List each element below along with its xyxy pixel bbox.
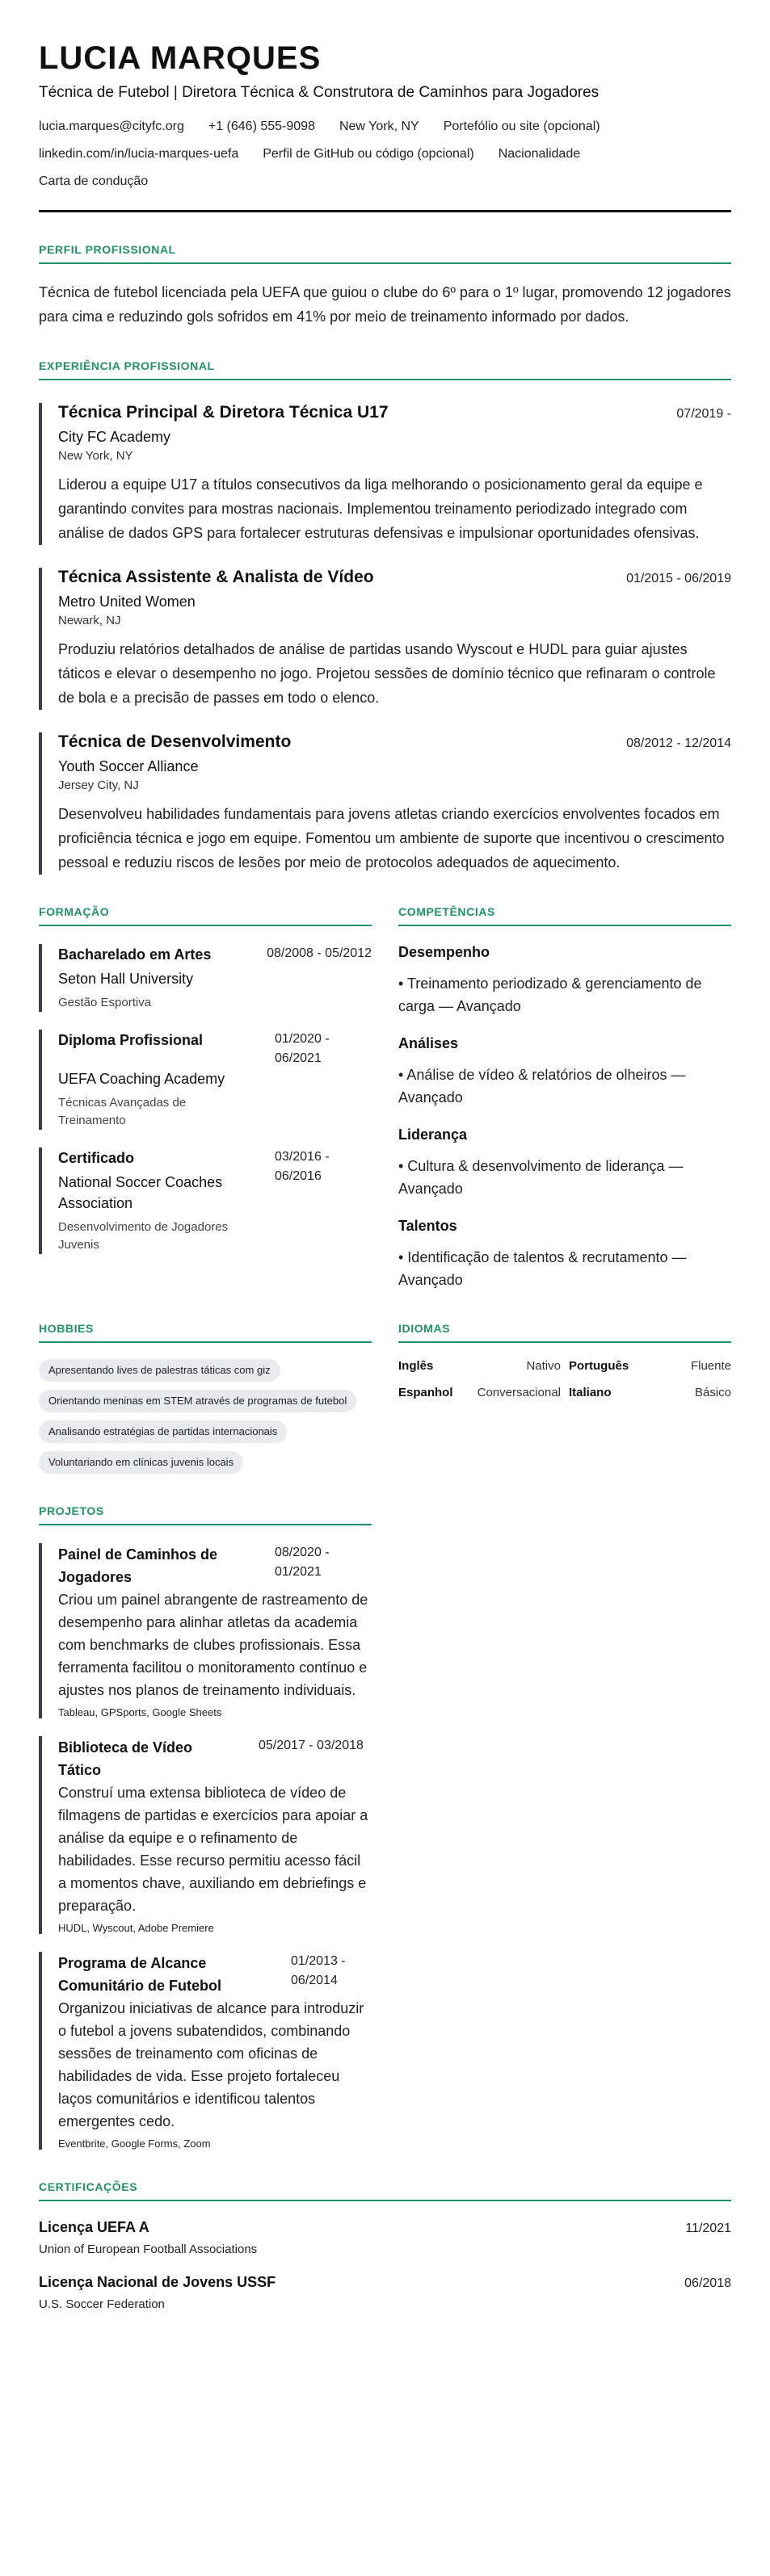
contact-linkedin[interactable]: linkedin.com/in/lucia-marques-uefa <box>39 147 239 161</box>
skill-detail: • Identificação de talentos & recrutamento — Avançado <box>398 1249 687 1288</box>
skill-category: Liderança <box>398 1126 468 1143</box>
education-item <box>39 1030 372 1130</box>
language-name: Italiano <box>569 1386 612 1399</box>
job-date: 08/2012 - 12/2014 <box>626 736 731 750</box>
candidate-name: LUCIA MARQUES <box>39 40 322 76</box>
job-employer: Metro United Women <box>58 594 196 610</box>
project-item <box>39 1543 372 1718</box>
hobbies-section <box>39 1322 372 1474</box>
degree-name: Bacharelado em Artes <box>58 946 212 963</box>
skill-group <box>398 1126 731 1200</box>
project-name: Programa de Alcance Comunitário de Futebol <box>58 1955 221 1994</box>
contact-list <box>39 120 731 189</box>
education-item <box>39 1147 372 1254</box>
project-date: 01/2013 - 06/2014 <box>291 1954 346 1987</box>
study-field: Técnicas Avançadas de Treinamento <box>58 1096 187 1127</box>
hobbies-languages-row <box>39 1322 731 1474</box>
contact-phone[interactable]: +1 (646) 555-9098 <box>208 120 315 133</box>
job-employer: Youth Soccer Alliance <box>58 758 199 774</box>
summary-text: Técnica de futebol licenciada pela UEFA que guiou o clube do 6º para o 1º lugar, promovendo 12 jogadores para cima e reduzindo gols sofridos em 41% por meio de treinamento informado por dados. <box>39 284 731 325</box>
certification-name: Licença UEFA A <box>39 2219 149 2235</box>
job-title: Técnica de Desenvolvimento <box>58 732 292 751</box>
language-name: Inglês <box>398 1359 434 1373</box>
contact-location: New York, NY <box>339 120 419 133</box>
education-item <box>39 944 372 1012</box>
study-field: Desenvolvimento de Jogadores Juvenis <box>58 1220 229 1252</box>
skill-detail: • Treinamento periodizado & gerenciamento de carga — Avançado <box>398 975 702 1014</box>
skill-group <box>398 1035 731 1109</box>
language-list <box>398 1359 731 1399</box>
experience-item <box>39 732 731 875</box>
skills-section <box>398 905 731 1291</box>
skill-detail: • Análise de vídeo & relatórios de olheiros — Avançado <box>398 1067 686 1105</box>
contact-github[interactable]: Perfil de GitHub ou código (opcional) <box>263 147 474 161</box>
certification-date: 06/2018 <box>684 2276 731 2290</box>
experience-section <box>39 359 731 875</box>
job-employer: City FC Academy <box>58 429 171 445</box>
school-name: National Soccer Coaches Association <box>58 1174 223 1211</box>
section-title: EXPERIÊNCIA PROFISSIONAL <box>39 359 731 380</box>
experience-item <box>39 403 731 545</box>
skill-detail: • Cultura & desenvolvimento de liderança — Avançado <box>398 1158 684 1197</box>
skill-category: Análises <box>398 1035 459 1051</box>
section-title: COMPETÊNCIAS <box>398 905 731 926</box>
job-title: Técnica Principal & Diretora Técnica U17 <box>58 403 389 422</box>
language-level: Fluente <box>690 1359 731 1373</box>
hobby-chip: Voluntariando em clínicas juvenis locais <box>39 1451 243 1474</box>
certification-issuer: Union of European Football Associations <box>39 2242 258 2256</box>
section-title: HOBBIES <box>39 1322 372 1343</box>
education-skills-row <box>39 905 731 1291</box>
contact-portfolio[interactable]: Portefólio ou site (opcional) <box>443 120 600 133</box>
language-item <box>398 1386 561 1399</box>
job-description: Liderou a equipe U17 a títulos consecutivos da liga melhorando o posicionamento geral da equipe e garantindo convites para mostras nacionais. Implementou treinamento periodizado integrado com análise de dados GPS para fortalecer estruturas defensivas e impulsionar oportunidades ofensivas. <box>58 476 703 541</box>
contact-driving-license: Carta de condução <box>39 174 149 188</box>
project-description: Organizou iniciativas de alcance para introduzir o futebol a jovens subatendidos, combinando sessões de treinamento com oficinas de habilidades de vida. Esse projeto fortaleceu laços comunitários e identificou talentos emergentes cedo. <box>58 2000 364 2129</box>
project-description: Criou um painel abrangente de rastreamento de desempenho para alinhar atletas da academia com benchmarks de clubes profissionais. Essa ferramenta facilitou o monitoramento contínuo e ajustes nos planos de treinamento individuais. <box>58 1592 368 1698</box>
section-title: CERTIFICAÇÕES <box>39 2180 731 2201</box>
certification-item <box>39 2274 731 2311</box>
certification-item <box>39 2219 731 2256</box>
degree-name: Diploma Profissional <box>58 1032 204 1048</box>
certifications-section <box>39 2180 731 2311</box>
experience-item <box>39 568 731 710</box>
section-title: IDIOMAS <box>398 1322 731 1343</box>
school-name: UEFA Coaching Academy <box>58 1071 225 1087</box>
language-name: Espanhol <box>398 1386 453 1399</box>
degree-name: Certificado <box>58 1150 135 1166</box>
certification-name: Licença Nacional de Jovens USSF <box>39 2274 276 2290</box>
project-tools: Tableau, GPSports, Google Sheets <box>58 1706 222 1718</box>
skill-group <box>398 1218 731 1291</box>
certification-issuer: U.S. Soccer Federation <box>39 2297 165 2311</box>
header-divider <box>39 210 731 212</box>
resume-header <box>39 39 731 212</box>
degree-date: 01/2020 - 06/2021 <box>275 1032 330 1065</box>
hobby-chip: Orientando meninas em STEM através de programas de futebol <box>39 1390 356 1412</box>
language-level: Nativo <box>526 1359 561 1373</box>
job-location: Jersey City, NJ <box>58 778 139 792</box>
certification-date: 11/2021 <box>685 2221 731 2235</box>
language-item <box>569 1386 731 1399</box>
job-date: 07/2019 - <box>676 407 731 421</box>
projects-section <box>39 1504 372 2150</box>
project-tools: Eventbrite, Google Forms, Zoom <box>58 2138 211 2150</box>
project-item <box>39 1736 372 1934</box>
project-date: 05/2017 - 03/2018 <box>259 1739 364 1752</box>
languages-section <box>398 1322 731 1474</box>
project-tools: HUDL, Wyscout, Adobe Premiere <box>58 1922 214 1934</box>
candidate-headline: Técnica de Futebol | Diretora Técnica & Construtora de Caminhos para Jogadores <box>39 84 600 101</box>
section-title: PERFIL PROFISSIONAL <box>39 243 731 264</box>
hobby-chip: Apresentando lives de palestras táticas com giz <box>39 1359 280 1382</box>
degree-date: 03/2016 - 06/2016 <box>275 1150 330 1183</box>
skill-category: Talentos <box>398 1218 457 1234</box>
hobby-list <box>39 1359 372 1474</box>
language-level: Básico <box>694 1386 731 1399</box>
project-description: Construí uma extensa biblioteca de vídeo de filmagens de partidas e exercícios para apoiar a análise da equipe e o refinamento de habilidades. Esse recurso permitiu acesso fácil a momentos chave, auxiliando em debriefings e preparação. <box>58 1785 368 1914</box>
project-item <box>39 1952 372 2150</box>
project-date: 08/2020 - 01/2021 <box>275 1546 330 1579</box>
skill-category: Desempenho <box>398 944 490 960</box>
section-title: FORMAÇÃO <box>39 905 372 926</box>
degree-date: 08/2008 - 05/2012 <box>267 946 372 960</box>
job-description: Desenvolveu habilidades fundamentais para jovens atletas criando exercícios envolventes focados em proficiência técnica e jogo em equipe. Fomentou um ambiente de suporte que incentivou o crescimento pessoal e reduziu riscos de lesões por meio de protocolos adequados de aquecimento. <box>58 806 725 871</box>
job-description: Produziu relatórios detalhados de análise de partidas usando Wyscout e HUDL para guiar ajustes táticos e elevar o desempenho no jogo. Projetou sessões de domínio técnico que refinaram o controle de bola e a precisão de passes em todo o elenco. <box>58 641 716 706</box>
contact-email[interactable]: lucia.marques@cityfc.org <box>39 120 184 133</box>
language-level: Conversacional <box>477 1386 561 1399</box>
job-location: Newark, NJ <box>58 614 121 627</box>
job-location: New York, NY <box>58 449 133 463</box>
project-name: Biblioteca de Vídeo Tático <box>58 1739 193 1778</box>
study-field: Gestão Esportiva <box>58 996 152 1009</box>
job-date: 01/2015 - 06/2019 <box>626 572 731 585</box>
hobby-chip: Analisando estratégias de partidas internacionais <box>39 1420 287 1443</box>
education-section <box>39 905 372 1291</box>
contact-nationality: Nacionalidade <box>498 147 581 161</box>
job-title: Técnica Assistente & Analista de Vídeo <box>58 568 374 586</box>
skill-group <box>398 944 731 1017</box>
language-item <box>569 1359 731 1373</box>
school-name: Seton Hall University <box>58 971 194 987</box>
language-item <box>398 1359 561 1373</box>
section-title: PROJETOS <box>39 1504 372 1525</box>
summary-section <box>39 243 731 329</box>
language-name: Português <box>569 1359 629 1373</box>
project-name: Painel de Caminhos de Jogadores <box>58 1546 218 1585</box>
